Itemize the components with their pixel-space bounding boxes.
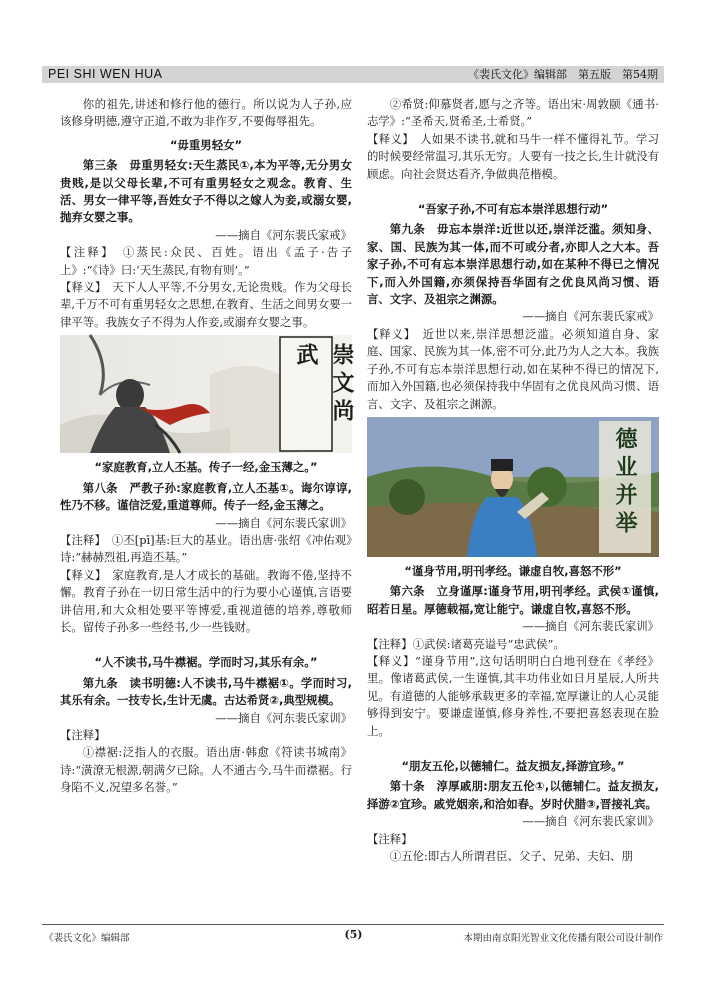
footer-rule bbox=[42, 924, 664, 925]
explanation: 【释义】“谨身节用”,这句话明明白白地刊登在《孝经》里。像诸葛武侯,一生谨慎,其丰功伟业如日月星辰,人所共见。有道德的人能够承载更多的幸福,宽厚谦让的人心灵能够得到安宁。要谦虚谨慎,修身养性,不要把喜怒表现在脸上。 bbox=[367, 653, 659, 738]
annotation: 【注释】①武侯:诸葛亮谥号“忠武侯”。 bbox=[367, 636, 565, 651]
explanation: 【释义】 家庭教育,是人才成长的基础。教诲不倦,坚持不懈。教育子孙在一切日常生活中的行为要小心谨慎,言语要讲信用,和大众相处要平等博爱,重视道德的培养,尊敬师长。留传子孙多一些经书,少一些钱财。 bbox=[60, 567, 352, 634]
section-title: “人不读书,马牛襟裾。学而时习,其乐有余。” bbox=[94, 655, 318, 670]
annotation: 【注释】 ①蒸民:众民、百姓。语出《孟子·告子上》:“《诗》曰:‘天生蒸民,有物有则’。” bbox=[60, 245, 352, 277]
annotation-heading: 【注释】 bbox=[367, 831, 413, 846]
source-line: ——摘自《河东裴氏家戒》 bbox=[215, 227, 352, 242]
section-title: “谨身节用,明刊孝经。谦虚自牧,喜怒不形” bbox=[404, 563, 622, 578]
explanation: 【释义】 天下人人平等,不分男女,无论贵贱。作为父母长辈,千万不可有重男轻女之思想,在教育、生活之间男女要一律平等。我族女子不得为人作妾,或溺弃女婴之事。 bbox=[60, 280, 353, 329]
left-column bbox=[60, 96, 355, 797]
calligraphy-title: 德业并举 bbox=[612, 426, 638, 539]
source-line: ——摘自《河东裴氏家训》 bbox=[522, 619, 659, 634]
source-line: ——摘自《河东裴氏家训》 bbox=[215, 515, 352, 530]
explanation: 【释义】 近世以来,崇洋思想泛滥。必须知道自身、家庭、国家、民族为其一体,密不可分,此乃为人之大本。我族子孙,不可有忘本崇洋思想行动,如在某种不得已的情况下,而加入外国籍,也必须保持我中华固有之优良风尚习惯、语言、文字、及祖宗之渊源。 bbox=[367, 326, 660, 411]
section-title: “朋友五伦,以德辅仁。益友损友,择游宜珍。” bbox=[401, 758, 625, 773]
page-number: (5) bbox=[344, 928, 363, 941]
rule-text: 第三条 毋重男轻女:天生蒸民①,本为平等,无分男女贵贱,是以父母长辈,不可有重男轻女之观念。教育、生活、男女一律平等,吾姓女子不得以之嫁人为妾,或溺女婴,抛弃女婴之事。 bbox=[60, 158, 352, 225]
annotation: ①五伦:即古人所谓君臣、父子、兄弟、夫妇、朋 bbox=[389, 849, 633, 863]
explanation: 【释义】 人如果不读书,就和马牛一样不懂得礼节。学习的时候要经常温习,其乐无穷。人要有一技之长,生计就没有顾虑。向社会贤达看齐,争做典范楷模。 bbox=[367, 131, 660, 181]
source-line: ——摘自《河东裴氏家戒》 bbox=[522, 309, 659, 324]
header-left: PEI SHI WEN HUA bbox=[48, 67, 163, 81]
rule-text: 第十条 淳厚戚朋:朋友五伦①,以德辅仁。益友损友,择游②宜珍。戚党姻亲,和洽如春。岁时伏腊③,晋接礼宾。 bbox=[367, 779, 659, 811]
annotation: ②希贤:仰慕贤者,愿与之齐等。语出宋·周敦颐《通书·志学》:“圣希天,贤希圣,士希贤。” bbox=[367, 97, 659, 129]
calligraphy-title: 崇文尚武 bbox=[293, 343, 355, 428]
page-header bbox=[42, 66, 664, 83]
illustration-zhuge bbox=[367, 417, 659, 557]
section-title: “毋重男轻女” bbox=[170, 137, 242, 152]
rule-text: 第九条 读书明德:人不读书,马牛襟裾①。学而时习,其乐有余。一技专长,生计无虞。古达希贤②,典型规模。 bbox=[60, 675, 352, 708]
annotation-heading: 【注释】 bbox=[60, 727, 106, 742]
paragraph: 你的祖先,讲述和修行他的德行。所以说为人子孙,应该修身明德,遵守正道,不敢为非作歹,不要侮辱祖先。 bbox=[60, 97, 352, 129]
rule-text: 第九条 毋忘本崇洋:近世以还,崇洋泛滥。须知身、家、国、民族为其一体,而不可或分者,亦即人之大本。吾家子孙,不可有忘本崇洋思想行动,如在某种不得已之情况下,而入外国籍,亦须保持吾华固有之优良风尚习惯、语言、文字、及祖宗之渊源。 bbox=[367, 222, 659, 307]
section-title: “家庭教育,立人丕基。传子一经,金玉薄之。” bbox=[94, 460, 318, 475]
rule-text: 第六条 立身谨厚:谨身节用,明刊孝经。武侯①谨慎,昭若日星。厚德载福,宽让能宁。谦虚自牧,喜怒不形。 bbox=[367, 584, 659, 616]
source-line: ——摘自《河东裴氏家训》 bbox=[215, 710, 352, 725]
section-title: “吾家子孙,不可有忘本崇洋思想行动” bbox=[417, 202, 609, 217]
footer-right: 本期由南京阳光智业文化传播有限公司设计制作 bbox=[463, 933, 663, 944]
footer-left: 《裴氏文化》编辑部 bbox=[44, 933, 130, 944]
right-column bbox=[367, 96, 659, 865]
annotation: ①襟裾:泛指人的衣服。语出唐·韩愈《符读书城南》诗:“潢潦无根源,朝满夕已除。人不通古今,马牛而襟裾。行身陷不义,况望多名誉。” bbox=[60, 745, 352, 795]
rule-text: 第八条 严教子孙:家庭教育,立人丕基①。诲尔谆谆,性乃不移。谨信泛爱,重道尊师。传子一经,金玉薄之。 bbox=[60, 480, 352, 513]
annotation: 【注释】 ①丕[pī]基:巨大的基业。语出唐·张绍《冲佑观》诗:“赫赫烈祖,再造丕基。” bbox=[60, 532, 352, 565]
header-right: 《裴氏文化》编辑部 第五版 第54期 bbox=[468, 68, 658, 81]
source-line: ——摘自《河东裴氏家训》 bbox=[522, 814, 659, 829]
illustration-scholar bbox=[60, 335, 355, 453]
